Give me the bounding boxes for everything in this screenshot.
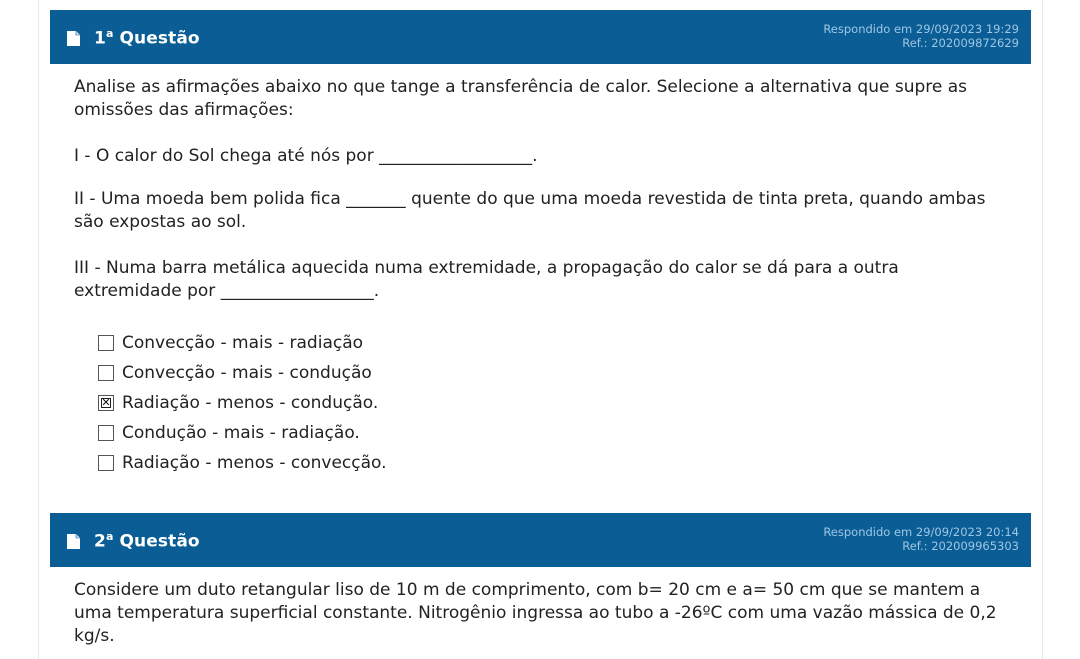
reference-number: Ref.: 202009965303 — [902, 539, 1019, 553]
question-1-title: 1$^a$ Questão — [94, 27, 200, 49]
question-1-meta — [823, 22, 1019, 50]
checkbox-checked-icon[interactable] — [98, 395, 114, 411]
option-label: Radiação - menos - condução. — [122, 393, 379, 413]
answered-timestamp: Respondido em 29/09/2023 20:14 — [823, 525, 1019, 539]
question-1-header — [50, 10, 1031, 64]
option-b[interactable] — [98, 358, 387, 388]
option-e[interactable] — [98, 448, 387, 478]
reference-number: Ref.: 202009872629 — [902, 36, 1019, 50]
checkbox-icon[interactable] — [98, 365, 114, 381]
option-label: Condução - mais - radiação. — [122, 423, 360, 443]
answer-options — [98, 328, 387, 478]
question-1-intro: Analise as afirmações abaixo no que tange a transferência de calor. Selecione a alternativa que supre as omissões das afirmações: — [74, 77, 968, 120]
document-icon — [66, 30, 81, 47]
question-2-header — [50, 513, 1031, 567]
option-c[interactable] — [98, 388, 387, 418]
checkbox-icon[interactable] — [98, 455, 114, 471]
statement-3: III - Numa barra metálica aquecida numa extremidade, a propagação do calor se dá para a outra extremidade por __________________. — [74, 258, 899, 301]
statement-1: I - O calor do Sol chega até nós por __________________. — [74, 146, 538, 166]
option-label: Convecção - mais - radiação — [122, 333, 364, 353]
question-2-meta — [823, 525, 1019, 553]
checkbox-icon[interactable] — [98, 335, 114, 351]
statement-2: II - Uma moeda bem polida fica _______ quente do que uma moeda revestida de tinta preta, quando ambas são expostas ao sol. — [74, 189, 986, 232]
question-2-title: 2$^a$ Questão — [94, 530, 200, 552]
option-a[interactable] — [98, 328, 387, 358]
option-label: Radiação - menos - convecção. — [122, 453, 387, 473]
checkbox-icon[interactable] — [98, 425, 114, 441]
answered-timestamp: Respondido em 29/09/2023 19:29 — [823, 22, 1019, 36]
document-icon — [66, 533, 81, 550]
question-2-text: Considere um duto retangular liso de 10 m de comprimento, com b= 20 cm e a= 50 cm que se mantem a uma temperatura superficial constante. Nitrogênio ingressa ao tubo a -26ºC com uma vazão mássica de 0,2 kg/s. — [74, 580, 997, 646]
option-d[interactable] — [98, 418, 387, 448]
option-label: Convecção - mais - condução — [122, 363, 372, 383]
